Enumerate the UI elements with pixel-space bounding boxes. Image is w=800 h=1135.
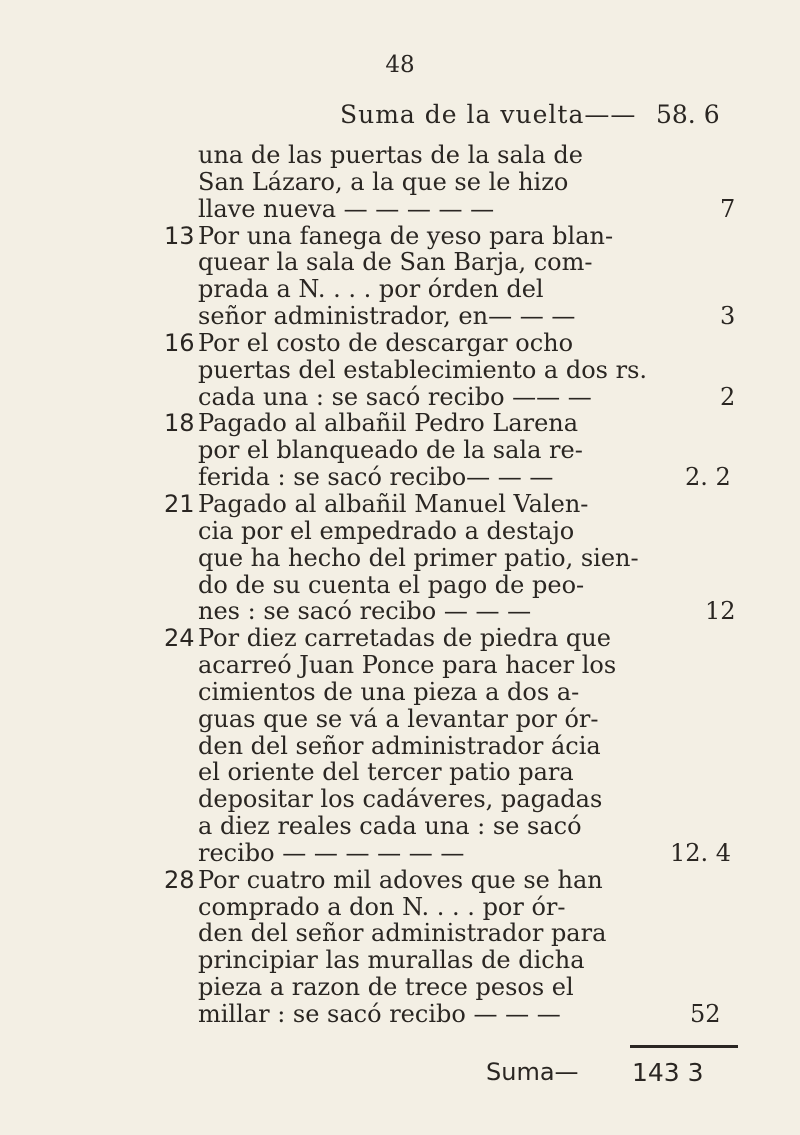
entry-text-line: Por diez carretadas de piedra que: [198, 624, 611, 652]
entry-text-line: cimientos de una pieza a dos a-: [198, 678, 580, 706]
entry-text-line: Pagado al albañil Manuel Valen-: [198, 490, 589, 518]
entry-text-line: llave nueva — — — — —: [198, 195, 495, 223]
entry-text-line: acarreó Juan Ponce para hacer los: [198, 651, 617, 679]
entry-amount: 7: [720, 195, 736, 223]
entry-text-line: que ha hecho del primer patio, sien-: [198, 544, 639, 572]
entry-text-line: una de las puertas de la sala de: [198, 141, 583, 169]
entry-day: 21: [164, 490, 195, 518]
entry-text-line: señor administrador, en— — —: [198, 302, 576, 330]
entry-text-line: el oriente del tercer patio para: [198, 758, 574, 786]
entry-text-line: puertas del establecimiento a dos rs.: [198, 356, 648, 384]
entry-text-line: nes : se sacó recibo — — —: [198, 597, 532, 625]
entry-amount: 2. 2: [685, 463, 731, 491]
entry-text-line: pieza a razon de trece pesos el: [198, 973, 574, 1001]
entry-text-line: Por cuatro mil adoves que se han: [198, 866, 603, 894]
entry-text-line: millar : se sacó recibo — — —: [198, 1000, 561, 1028]
entry-amount: 52: [690, 1000, 721, 1028]
entry-text-line: por el blanqueado de la sala re-: [198, 436, 583, 464]
entry-day: 16: [164, 329, 195, 357]
entry-amount: 2: [720, 383, 736, 411]
entry-text-line: a diez reales cada una : se sacó: [198, 812, 582, 840]
entry-text-line: Pagado al albañil Pedro Larena: [198, 409, 579, 437]
entry-day: 13: [164, 222, 195, 250]
entry-text-line: do de su cuenta el pago de peo-: [198, 571, 585, 599]
entry-text-line: Por el costo de descargar ocho: [198, 329, 574, 357]
entry-text-line: principiar las murallas de dicha: [198, 946, 585, 974]
entry-text-line: San Lázaro, a la que se le hizo: [198, 168, 569, 196]
entry-text-line: cada una : se sacó recibo —— —: [198, 383, 592, 411]
entry-text-line: recibo — — — — — —: [198, 839, 465, 867]
entry-text-line: Por una fanega de yeso para blan-: [198, 222, 614, 250]
entry-text-line: cia por el empedrado a destajo: [198, 517, 575, 545]
entry-day: 24: [164, 624, 195, 652]
entry-text-line: ferida : se sacó recibo— — —: [198, 463, 554, 491]
sum-divider: [630, 1045, 738, 1048]
entry-text-line: depositar los cadáveres, pagadas: [198, 785, 603, 813]
entry-text-line: den del señor administrador para: [198, 919, 607, 947]
entry-text-line: guas que se vá a levantar por ór-: [198, 705, 599, 733]
sum-label: Suma—: [486, 1058, 579, 1086]
entry-day: 18: [164, 409, 195, 437]
entry-amount: 3: [720, 302, 736, 330]
entry-text-line: den del señor administrador ácia: [198, 732, 601, 760]
carried-total-label: Suma de la vuelta——: [340, 100, 637, 129]
entry-text-line: quear la sala de San Barja, com-: [198, 248, 593, 276]
entry-amount: 12. 4: [670, 839, 732, 867]
entry-text-line: prada a N. . . . por órden del: [198, 275, 544, 303]
entry-amount: 12: [705, 597, 736, 625]
carried-total-amount: 58. 6: [656, 100, 720, 129]
page-number: 48: [385, 52, 415, 78]
entry-day: 28: [164, 866, 195, 894]
sum-total: 143 3: [632, 1058, 704, 1087]
entry-text-line: comprado a don N. . . . por ór-: [198, 893, 566, 921]
